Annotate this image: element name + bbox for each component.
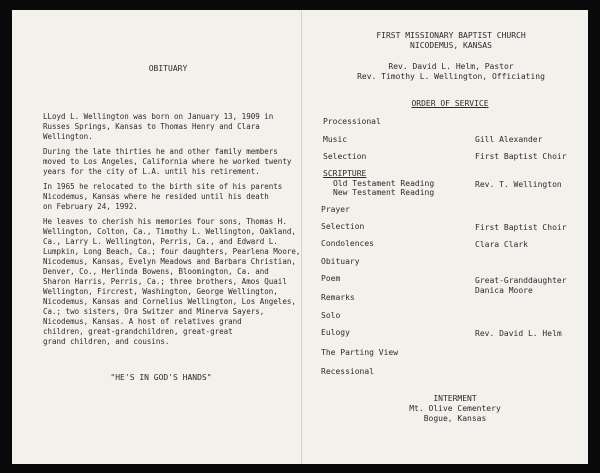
service-item: Eulogy	[321, 328, 350, 337]
obituary-line: Lumpkin, Long Beach, Ca.; four daughters, Pearlena Moore,	[43, 247, 301, 256]
service-item: The Parting View	[321, 348, 399, 357]
service-participant: Clara Clark	[475, 240, 528, 249]
service-item: Old Testament Reading	[333, 179, 435, 188]
service-participant: Rev. T. Wellington	[475, 180, 562, 189]
service-item: Recessional	[321, 367, 374, 376]
obituary-line: Nicodemus, Kansas. A host of relatives grand	[43, 317, 242, 326]
obituary-line: Wellington.	[43, 132, 93, 141]
obituary-line: grand children, and cousins.	[43, 337, 170, 346]
obituary-line: He leaves to cherish his memories four sons, Thomas H.	[43, 217, 287, 226]
closing-quote: "HE'S IN GOD'S HANDS"	[110, 373, 212, 382]
scripture-heading: SCRIPTURE	[323, 169, 367, 178]
obituary-line: Wellington, Colton, Ca., Timothy L. Wellington, Oakland,	[43, 227, 296, 236]
service-item: Selection	[321, 222, 365, 231]
service-item: Prayer	[321, 205, 350, 214]
obituary-heading: OBITUARY	[148, 64, 188, 73]
service-item: Music	[323, 135, 348, 144]
interment-city: Bogue, Kansas	[423, 414, 487, 423]
service-item: Poem	[321, 274, 341, 283]
service-item: New Testament Reading	[333, 188, 435, 197]
obituary-line: Nicodemus, Kansas and Cornelius Wellington, Los Angeles,	[43, 297, 296, 306]
service-participant: First Baptist Choir	[475, 223, 567, 232]
obituary-line: Wellington, Fircrest, Washington, George Wellington,	[43, 287, 278, 296]
order-of-service-heading: ORDER OF SERVICE	[411, 99, 489, 108]
obituary-line: Denver, Co., Herlinda Bowens, Bloomington, Ca. and	[43, 267, 269, 276]
service-participant: Rev. David L. Helm	[475, 329, 562, 338]
obituary-line: In 1965 he relocated to the birth site of his parents	[43, 182, 283, 191]
service-item: Selection	[323, 152, 367, 161]
obituary-line: Sharon Harris, Perris, Ca.; three brothers, Amos Quail	[43, 277, 287, 286]
service-item: Processional	[323, 117, 381, 126]
service-item: Obituary	[321, 257, 360, 266]
service-participant: Gill Alexander	[475, 135, 543, 144]
interment-place: Mt. Olive Cementery	[409, 404, 501, 413]
service-participant: First Baptist Choir	[475, 152, 567, 161]
interment-heading: INTERMENT	[433, 394, 477, 403]
obituary-line: years for the city of L.A. until his retirement.	[43, 167, 260, 176]
obituary-line: LLoyd L. Wellington was born on January 13, 1909 in	[43, 112, 274, 121]
obituary-line: Russes Springs, Kansas to Thomas Henry and Clara	[43, 122, 260, 131]
service-item: Condolences	[321, 239, 374, 248]
pastor-line: Rev. David L. Helm, Pastor	[388, 62, 514, 71]
church-name: FIRST MISSIONARY BAPTIST CHURCH	[376, 31, 526, 40]
obituary-line: Nicodemus, Kansas, Evelyn Meadows and Barbara Christian,	[43, 257, 296, 266]
obituary-line: Nicodemus, Kansas where he resided until his death	[43, 192, 269, 201]
service-item: Remarks	[321, 293, 355, 302]
church-location: NICODEMUS, KANSAS	[410, 41, 492, 50]
obituary-line: Ca.; two sisters, Ora Switzer and Minerva Sayers,	[43, 307, 265, 316]
obituary-line: on February 24, 1992.	[43, 202, 138, 211]
obituary-line: Ca., Larry L. Wellington, Perris, Ca., and Edward L.	[43, 237, 278, 246]
center-fold	[301, 10, 302, 464]
service-participant: Danica Moore	[475, 286, 533, 295]
obituary-line: moved to Los Angeles, California where he worked twenty	[43, 157, 292, 166]
service-participant: Great-Granddaughter	[475, 276, 567, 285]
officiating-line: Rev. Timothy L. Wellington, Officiating	[357, 72, 545, 81]
service-item: Solo	[321, 311, 341, 320]
obituary-line: During the late thirties he and other family members	[43, 147, 278, 156]
obituary-line: children, great-grandchildren, great-great	[43, 327, 233, 336]
